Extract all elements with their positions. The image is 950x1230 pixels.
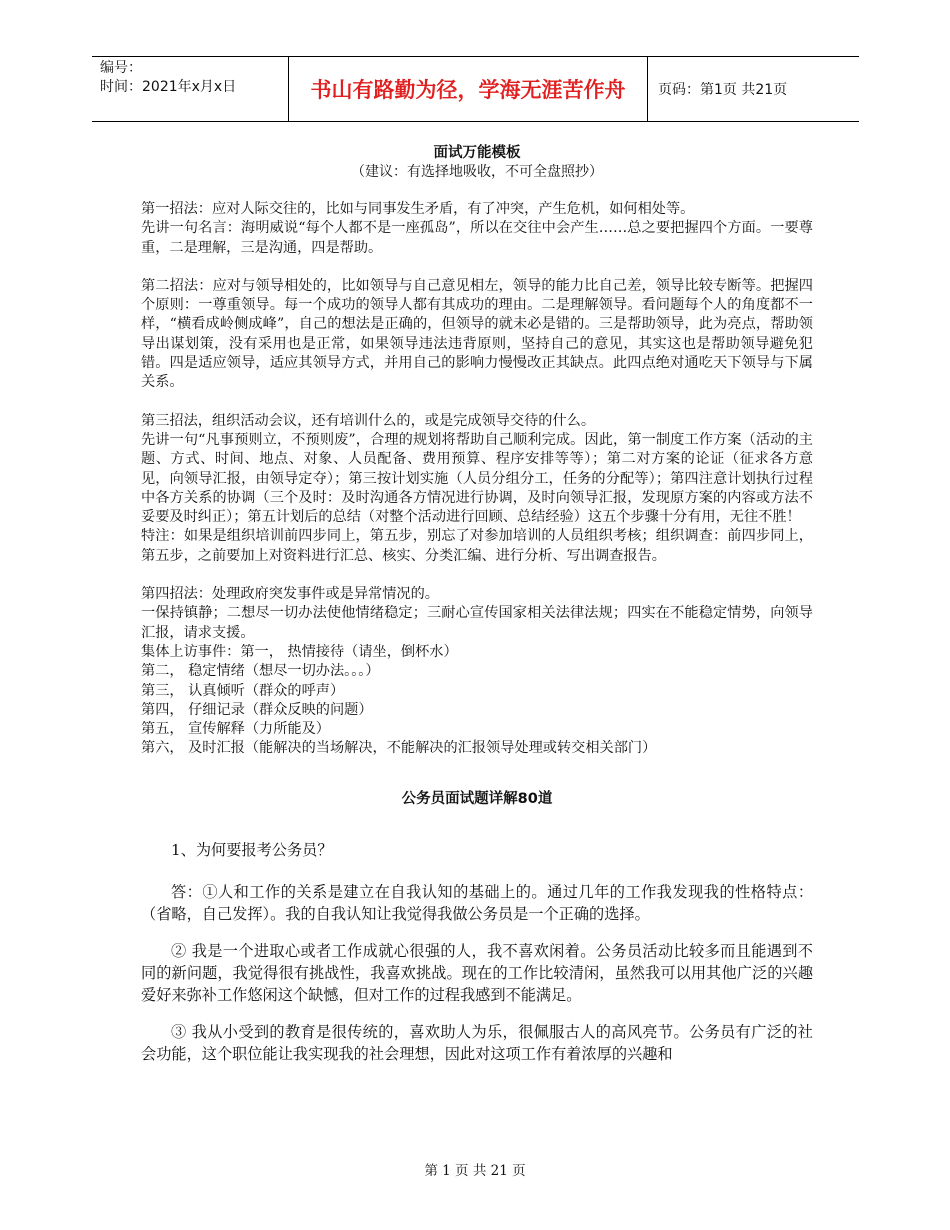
list-item: 第四， 仔细记录（群众反映的问题）: [141, 701, 373, 718]
document-body: [141, 143, 813, 1065]
question: 1、为何要报考公务员？: [171, 840, 333, 859]
section-4: [141, 585, 813, 759]
answer-paragraph: ③ 我从小受到的教育是很传统的，喜欢助人为乐，很佩服古人的高风亮节。公务员有广泛的社会功能，这个职位能让我实现我的社会理想，因此对这项工作有着浓厚的兴趣和: [141, 1022, 813, 1063]
document-title: 面试万能模板: [433, 145, 521, 161]
paragraph: 先讲一句“凡事预则立，不预则废”，合理的规划将帮助自己顺利完成。因此，第一制度工作方案（活动的主题、方式、时间、地点、对象、人员配备、费用预算、程序安排等等）；第二对方案的论证（征求各方意见，向领导汇报，由领导定夺）；第三按计划实施（人员分组分工，任务的分配等）；第四注意计划执行过程中各方关系的协调（三个及时：及时沟通各方情况进行协调，及时向领导汇报，发现原方案的内容或方法不妥要及时纠正）；第五计划后的总结（对整个活动进行回顾、总结经验）这五个步骤十分有用，无往不胜！: [141, 431, 813, 526]
paragraph: 第二招法：应对与领导相处的，比如领导与自己意见相左，领导的能力比自己差，领导比较专断等。把握四个原则：一尊重领导。每一个成功的领导人都有其成功的理由。二是理解领导。看问题每个人的角度都不一样，“横看成岭侧成峰”，自己的想法是正确的，但领导的就未必是错的。三是帮助领导，此为亮点，帮助领导出谋划策，没有采用也是正常，如果领导违法违背原则，坚持自己的意见，其实这也是帮助领导避免犯错。四是适应领导，适应其领导方式，并用自己的影响力慢慢改正其缺点。此四点绝对通吃天下领导与下属关系。: [141, 277, 813, 391]
paragraph: 一保持镇静；二想尽一切办法使他情绪稳定；三耐心宣传国家相关法律法规；四实在不能稳定情势，向领导汇报，请求支援。: [141, 605, 813, 641]
paragraph: 第四招法：处理政府突发事件或是异常情况的。: [141, 586, 439, 603]
answer-paragraph: ② 我是一个进取心或者工作成就心很强的人，我不喜欢闲着。公务员活动比较多而且能遇到不同的新问题，我觉得很有挑战性，我喜欢挑战。现在的工作比较清闲，虽然我可以用其他广泛的兴趣爱好来弥补工作悠闲这个缺憾，但对工作的过程我感到不能满足。: [141, 941, 813, 1004]
answer-paragraph: 答：①人和工作的关系是建立在自我认知的基础上的。通过几年的工作我发现我的性格特点：（省略，自己发挥）。我的自我认知让我觉得我做公务员是一个正确的选择。: [141, 882, 813, 923]
paragraph: 先讲一句名言：海明威说“每个人都不是一座孤岛”，所以在交往中会产生……总之要把握四个方面。一要尊重，二是理解，三是沟通，四是帮助。: [141, 220, 813, 256]
list-item: 第三， 认真倾听（群众的呼声）: [141, 682, 345, 699]
section-2: [141, 277, 813, 393]
document-subtitle: （建议：有选择地吸收，不可全盘照抄）: [351, 164, 603, 180]
page-header: [92, 56, 859, 122]
paragraph: 第一招法：应对人际交往的，比如与同事发生矛盾，有了冲突，产生危机，如何相处等。: [141, 201, 695, 217]
section-1: [141, 200, 813, 258]
header-page-info: 页码：第1页 共21页: [658, 82, 788, 98]
list-item: 集体上访事件：第一， 热情接待（请坐，倒杯水）: [141, 643, 458, 660]
section-title: 公务员面试题详解80道: [401, 790, 553, 807]
document-number-label: 编号：: [100, 60, 142, 76]
page-footer: 第 1 页 共 21 页: [424, 1163, 526, 1179]
list-item: 第五， 宣传解释（力所能及）: [141, 721, 330, 738]
document-time-label: 时间：2021年x月x日: [100, 79, 237, 95]
list-item: 第六， 及时汇报（能解决的当场解决，不能解决的汇报领导处理或转交相关部门）: [141, 740, 657, 757]
header-motto: 书山有路勤为径，学海无涯苦作舟: [288, 57, 648, 121]
list-item: 第二， 稳定情绪（想尽一切办法。。。）: [141, 663, 380, 680]
paragraph: 特注：如果是组织培训前四步同上，第五步，别忘了对参加培训的人员组织考核；组织调查：前四步同上，第五步，之前要加上对资料进行汇总、核实、分类汇编、进行分析、写出调查报告。: [141, 528, 813, 564]
section-3: [141, 412, 813, 566]
paragraph: 第三招法，组织活动会议，还有培训什么的，或是完成领导交待的什么。: [141, 412, 596, 429]
header-info: [100, 59, 280, 97]
